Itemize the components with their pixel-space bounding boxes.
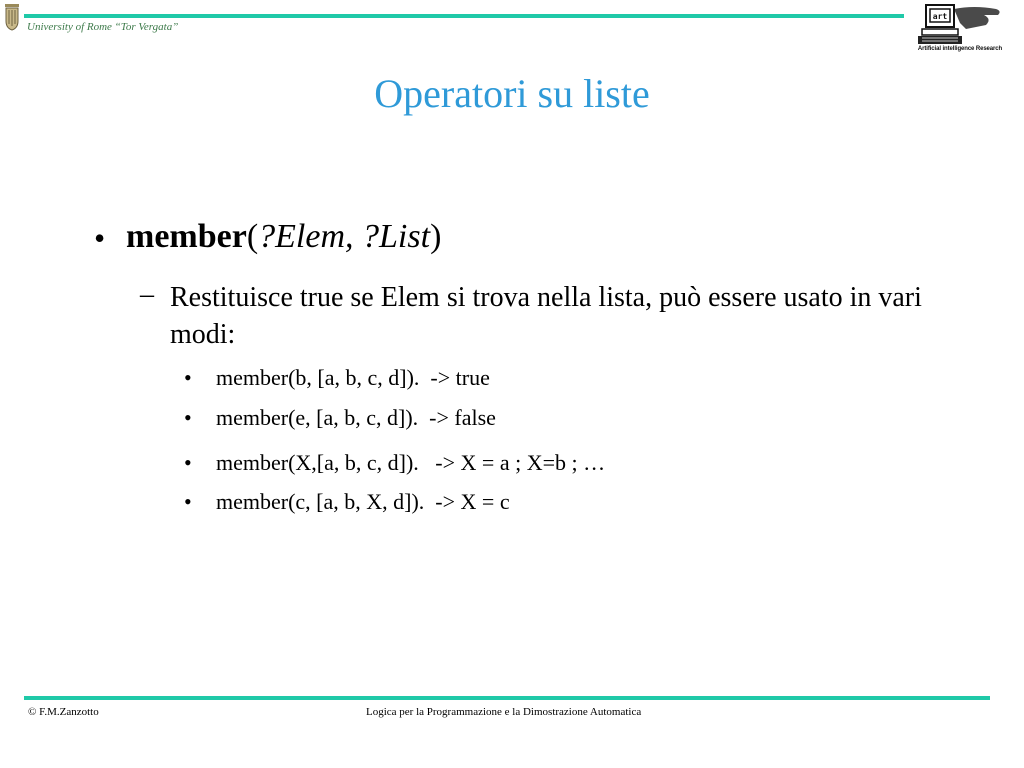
member-args: ?Elem, ?List <box>258 218 431 255</box>
example-bullet: • <box>184 405 192 430</box>
footer-course-title: Logica per la Programmazione e la Dimostrazione Automatica <box>366 706 642 718</box>
art-logo-caption: Artificial intelligence Research <box>917 46 1003 52</box>
example-text: member(X,[a, b, c, d]). -> X = a ; X=b ; … <box>216 450 606 475</box>
header-rule <box>24 14 904 18</box>
level1-item <box>126 218 441 256</box>
footer-author: © F.M.Zanzotto <box>28 706 99 718</box>
open-paren: ( <box>246 218 259 255</box>
example-bullet: • <box>184 489 192 514</box>
university-name: University of Rome “Tor Vergata” <box>27 21 179 33</box>
art-computer-logo-icon <box>914 3 1004 49</box>
close-paren: ) <box>430 218 442 255</box>
member-keyword: member <box>126 218 247 255</box>
example-bullet: • <box>184 365 192 390</box>
university-crest-icon <box>4 3 20 31</box>
svg-text:art: art <box>932 12 948 21</box>
example-text: member(b, [a, b, c, d]). -> true <box>216 365 490 390</box>
example-text: member(c, [a, b, X, d]). -> X = c <box>216 489 510 514</box>
example-bullet: • <box>184 450 192 475</box>
example-text: member(e, [a, b, c, d]). -> false <box>216 405 496 430</box>
slide-title: Operatori su liste <box>374 71 650 116</box>
level2-dash: – <box>140 279 154 310</box>
footer-rule <box>24 696 990 700</box>
level2-item: Restituisce true se Elem si trova nella lista, può essere usato in vari modi: <box>170 282 922 350</box>
level1-bullet: • <box>94 220 106 256</box>
